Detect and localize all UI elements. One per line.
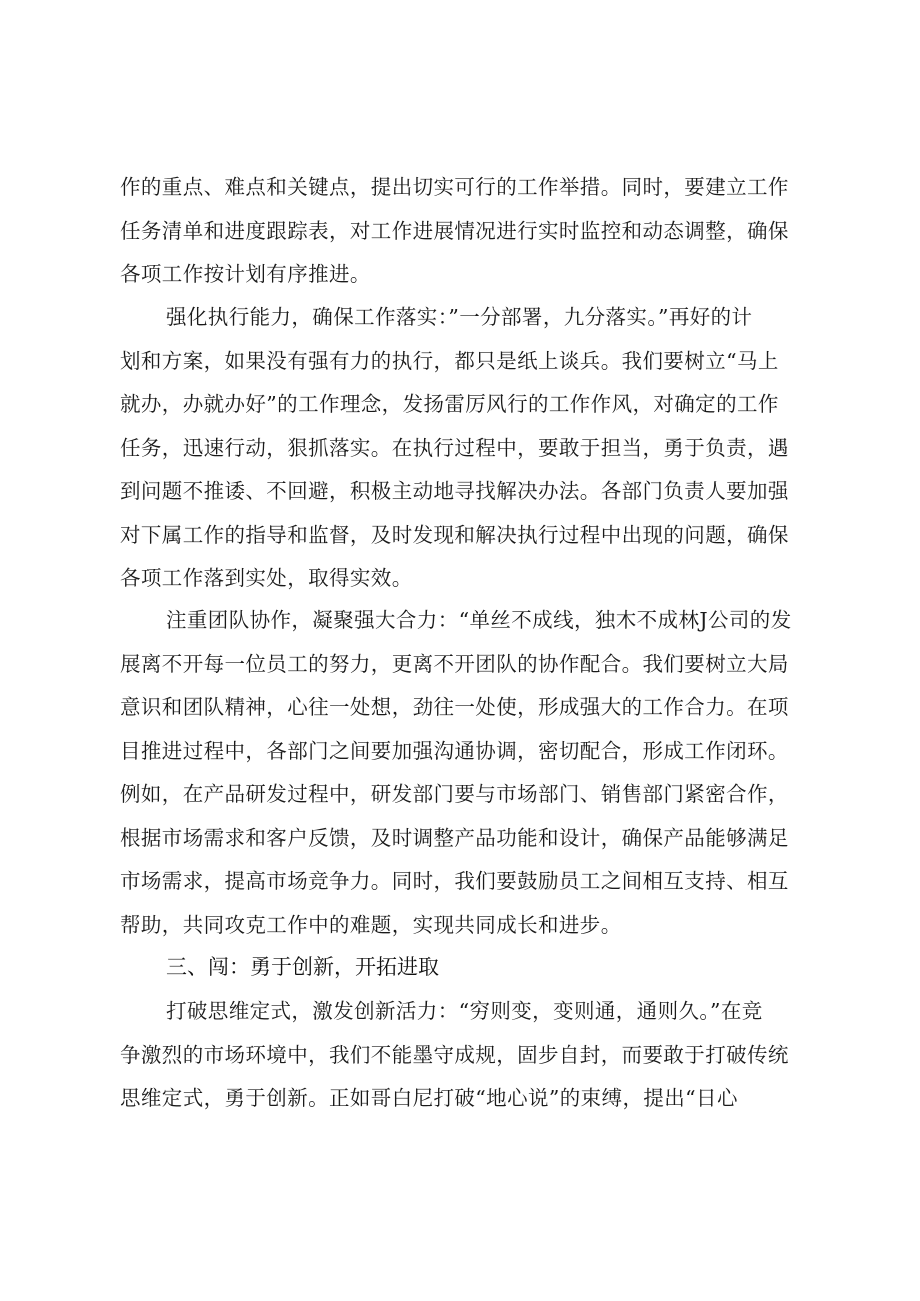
paragraph-line: 市场需求，提高市场竞争力。同时，我们要鼓励员工之间相互支持、相互	[120, 869, 789, 893]
paragraph-line: 就办，办就办好”的工作理念，发扬雷厉风行的工作作风，对确定的工作	[120, 392, 779, 416]
paragraph-4	[120, 990, 820, 1121]
paragraph-line: 打破思维定式，激发创新活力：“穷则变，变则通，通则久。”在竞	[166, 999, 763, 1023]
paragraph-line: 对下属工作的指导和监督，及时发现和解决执行过程中出现的问题，确保	[120, 522, 789, 547]
paragraph-line: 思维定式，勇于创新。正如哥白尼打破“地心说”的束缚，提出“日心	[120, 1086, 738, 1110]
paragraph-line: 划和方案，如果没有强有力的执行，都只是纸上谈兵。我们要树立“马上	[120, 348, 779, 373]
paragraph-line: 作的重点、难点和关键点，提出切实可行的工作举措。同时，要建立工作	[120, 175, 789, 199]
paragraph-line: 根据市场需求和客户反馈，及时调整产品功能和设计，确保产品能够满足	[120, 825, 789, 850]
paragraph-line: 强化执行能力，确保工作落实：”一分部署，九分落实。”再好的计	[166, 305, 753, 329]
paragraph-line: 各项工作落到实处，取得实效。	[120, 566, 413, 590]
paragraph-line: 目推进过程中，各部门之间要加强沟通协调，密切配合，形成工作闭环。	[120, 738, 789, 763]
paragraph-line: 任务清单和进度跟踪表，对工作进展情况进行实时监控和动态调整，确保	[120, 218, 789, 243]
paragraph-2	[120, 296, 820, 601]
section-heading: 三、闯：勇于创新，开拓进取	[166, 955, 439, 979]
paragraph-3	[120, 599, 820, 947]
paragraph-line: 帮助，共同攻克工作中的难题，实现共同成长和进步。	[120, 912, 622, 937]
paragraph-line: 各项工作按计划有序推进。	[120, 262, 371, 286]
paragraph-line: 意识和团队精神，心往一处想，劲往一处使，形成强大的工作合力。在项	[120, 695, 789, 719]
paragraph-line: 注重团队协作，凝聚强大合力：“单丝不成线，独木不成林J公司的发	[166, 608, 792, 632]
paragraph-line: 争激烈的市场环境中，我们不能墨守成规，固步自封，而要敢于打破传统	[120, 1042, 789, 1067]
paragraph-1	[120, 166, 820, 297]
paragraph-line: 展离不开每一位员工的努力，更离不开团队的协作配合。我们要树立大局	[120, 651, 789, 676]
paragraph-line: 到问题不推诿、不回避，积极主动地寻找解决办法。各部门负责人要加强	[120, 479, 789, 503]
paragraph-line: 例如，在产品研发过程中，研发部门要与市场部门、销售部门紧密合作，	[120, 782, 789, 806]
paragraph-line: 任务，迅速行动，狠抓落实。在执行过程中，要敢于担当，勇于负责，遇	[120, 435, 789, 460]
